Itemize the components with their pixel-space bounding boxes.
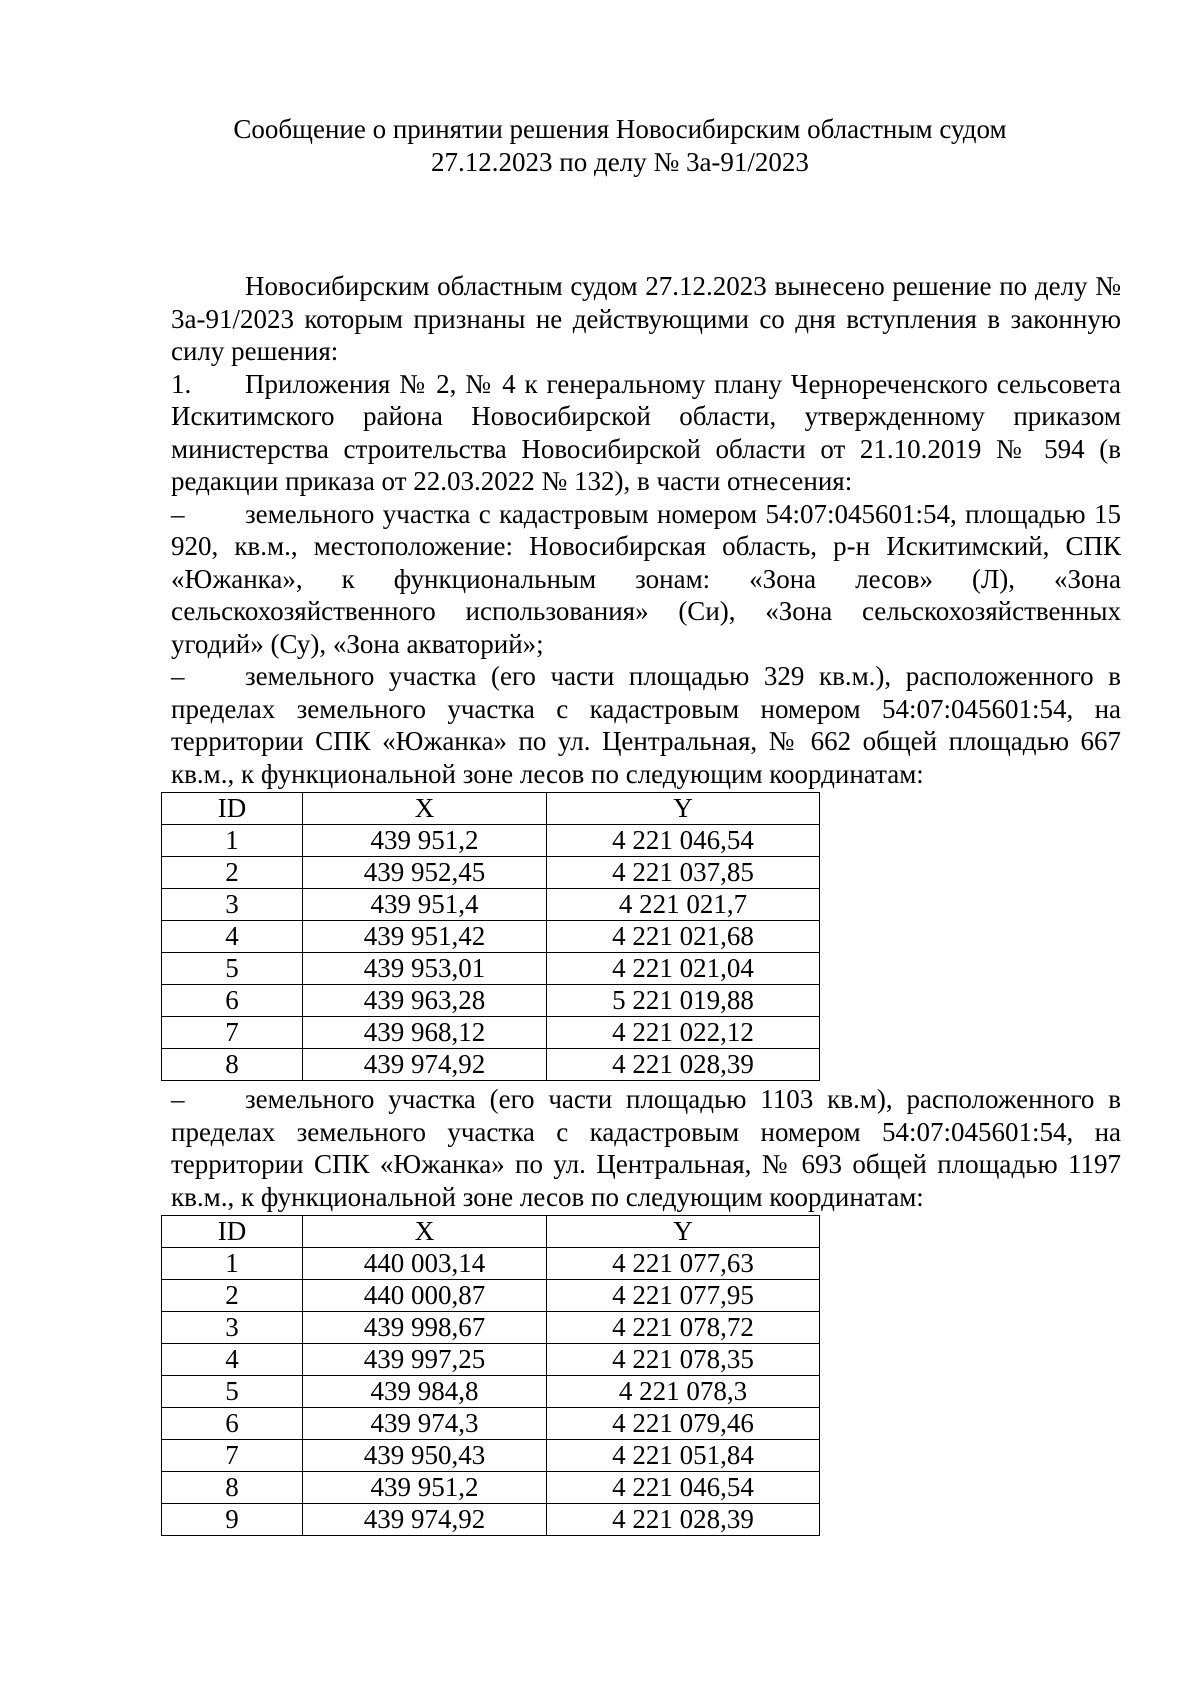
cell-y: 5 221 019,88 — [547, 985, 820, 1017]
table-2-body — [162, 1248, 820, 1536]
cell-x: 439 950,43 — [303, 1440, 547, 1472]
cell-id: 8 — [162, 1472, 303, 1504]
table-row — [162, 825, 820, 857]
cell-id: 5 — [162, 953, 303, 985]
table-row — [162, 1248, 820, 1280]
cell-y: 4 221 028,39 — [547, 1049, 820, 1081]
bullet-2-text: земельного участка (его части площадью 329 кв.м.), расположенного в пределах земельного участка с кадастровым номером 54:07:045601:54, на территории СПК «Южанка» по ул. Центральная, № 662 общей площадью 667 кв.м., к функциональной зоне лесов по следующим координатам: — [171, 661, 1121, 789]
cell-y: 4 221 037,85 — [547, 857, 820, 889]
item-1-paragraph — [171, 368, 1121, 498]
cell-id: 4 — [162, 921, 303, 953]
cell-id: 2 — [162, 1280, 303, 1312]
cell-y: 4 221 079,46 — [547, 1408, 820, 1440]
cell-x: 439 951,2 — [303, 825, 547, 857]
cell-y: 4 221 022,12 — [547, 1017, 820, 1049]
bullet-1-text: земельного участка с кадастровым номером 54:07:045601:54, площадью 15 920, кв.м., местоположение: Новосибирская область, р-н Искитимский, СПК «Южанка», к функциональным зонам: «Зона лесов» (Л), «Зона сельскохозяйственного использования» (Си), «Зона сельскохозяйственных угодий» (Су), «Зона акваторий»; — [171, 498, 1121, 659]
cell-y: 4 221 078,3 — [547, 1376, 820, 1408]
cell-id: 7 — [162, 1017, 303, 1049]
cell-y: 4 221 046,54 — [547, 825, 820, 857]
cell-x: 439 998,67 — [303, 1312, 547, 1344]
cell-id: 3 — [162, 1312, 303, 1344]
table-header-row — [162, 1216, 820, 1248]
header-x: X — [303, 793, 547, 825]
bullet-1-paragraph — [171, 498, 1121, 661]
cell-x: 440 003,14 — [303, 1248, 547, 1280]
table-header-row — [162, 793, 820, 825]
cell-id: 1 — [162, 825, 303, 857]
table-row — [162, 1280, 820, 1312]
cell-x: 439 984,8 — [303, 1376, 547, 1408]
bullet-dash: – — [171, 1084, 185, 1114]
cell-x: 439 963,28 — [303, 985, 547, 1017]
title-line-1: Сообщение о принятии решения Новосибирским областным судом — [233, 114, 1007, 144]
cell-y: 4 221 028,39 — [547, 1504, 820, 1536]
bullet-dash: – — [171, 661, 185, 691]
table-row — [162, 1017, 820, 1049]
cell-x: 440 000,87 — [303, 1280, 547, 1312]
bullet-2-paragraph — [171, 660, 1121, 790]
table-row — [162, 889, 820, 921]
cell-x: 439 951,2 — [303, 1472, 547, 1504]
cell-id: 3 — [162, 889, 303, 921]
bullet-3-text: земельного участка (его части площадью 1103 кв.м), расположенного в пределах земельного участка с кадастровым номером 54:07:045601:54, на территории СПК «Южанка» по ул. Центральная, № 693 общей площадью 1197 кв.м., к функциональной зоне лесов по следующим координатам: — [171, 1084, 1121, 1212]
table-row — [162, 1312, 820, 1344]
bullet-3-paragraph — [171, 1083, 1121, 1213]
cell-y: 4 221 077,63 — [547, 1248, 820, 1280]
cell-id: 1 — [162, 1248, 303, 1280]
coordinates-table-1 — [161, 792, 820, 1081]
document-title — [160, 113, 1080, 179]
coordinates-table-2 — [161, 1215, 820, 1536]
cell-id: 5 — [162, 1376, 303, 1408]
table-row — [162, 985, 820, 1017]
cell-id: 6 — [162, 985, 303, 1017]
cell-y: 4 221 078,35 — [547, 1344, 820, 1376]
item-1-text: Приложения № 2, № 4 к генеральному плану Чернореченского сельсовета Искитимского района Новосибирской области, утвержденному приказом министерства строительства Новосибирской области от 21.10.2019 № 594 (в редакции приказа от 22.03.2022 № 132), в части отнесения: — [171, 368, 1121, 496]
item-1-number: 1. — [171, 368, 192, 399]
table-row — [162, 921, 820, 953]
title-line-2: 27.12.2023 по делу № 3а-91/2023 — [431, 147, 809, 177]
cell-id: 4 — [162, 1344, 303, 1376]
header-id: ID — [162, 1216, 303, 1248]
header-y: Y — [547, 1216, 820, 1248]
table-row — [162, 1376, 820, 1408]
cell-y: 4 221 021,7 — [547, 889, 820, 921]
cell-x: 439 952,45 — [303, 857, 547, 889]
table-row — [162, 857, 820, 889]
table-row — [162, 1440, 820, 1472]
document-body — [171, 270, 1121, 1538]
header-id: ID — [162, 793, 303, 825]
cell-x: 439 974,92 — [303, 1049, 547, 1081]
cell-y: 4 221 077,95 — [547, 1280, 820, 1312]
cell-x: 439 951,4 — [303, 889, 547, 921]
cell-id: 2 — [162, 857, 303, 889]
cell-id: 9 — [162, 1504, 303, 1536]
table-row — [162, 1049, 820, 1081]
cell-y: 4 221 021,68 — [547, 921, 820, 953]
table-row — [162, 953, 820, 985]
cell-id: 8 — [162, 1049, 303, 1081]
cell-x: 439 951,42 — [303, 921, 547, 953]
intro-paragraph: Новосибирским областным судом 27.12.2023 вынесено решение по делу № 3а-91/2023 которым признаны не действующими со дня вступления в законную силу решения: — [171, 271, 1121, 366]
cell-x: 439 953,01 — [303, 953, 547, 985]
table-row — [162, 1472, 820, 1504]
cell-x: 439 974,92 — [303, 1504, 547, 1536]
cell-id: 6 — [162, 1408, 303, 1440]
cell-x: 439 997,25 — [303, 1344, 547, 1376]
table-row — [162, 1408, 820, 1440]
cell-y: 4 221 021,04 — [547, 953, 820, 985]
header-x: X — [303, 1216, 547, 1248]
header-y: Y — [547, 793, 820, 825]
cell-id: 7 — [162, 1440, 303, 1472]
cell-y: 4 221 046,54 — [547, 1472, 820, 1504]
cell-y: 4 221 078,72 — [547, 1312, 820, 1344]
cell-x: 439 974,3 — [303, 1408, 547, 1440]
table-1-body — [162, 825, 820, 1081]
cell-y: 4 221 051,84 — [547, 1440, 820, 1472]
bullet-dash: – — [171, 498, 185, 529]
table-row — [162, 1344, 820, 1376]
cell-x: 439 968,12 — [303, 1017, 547, 1049]
table-row — [162, 1504, 820, 1536]
